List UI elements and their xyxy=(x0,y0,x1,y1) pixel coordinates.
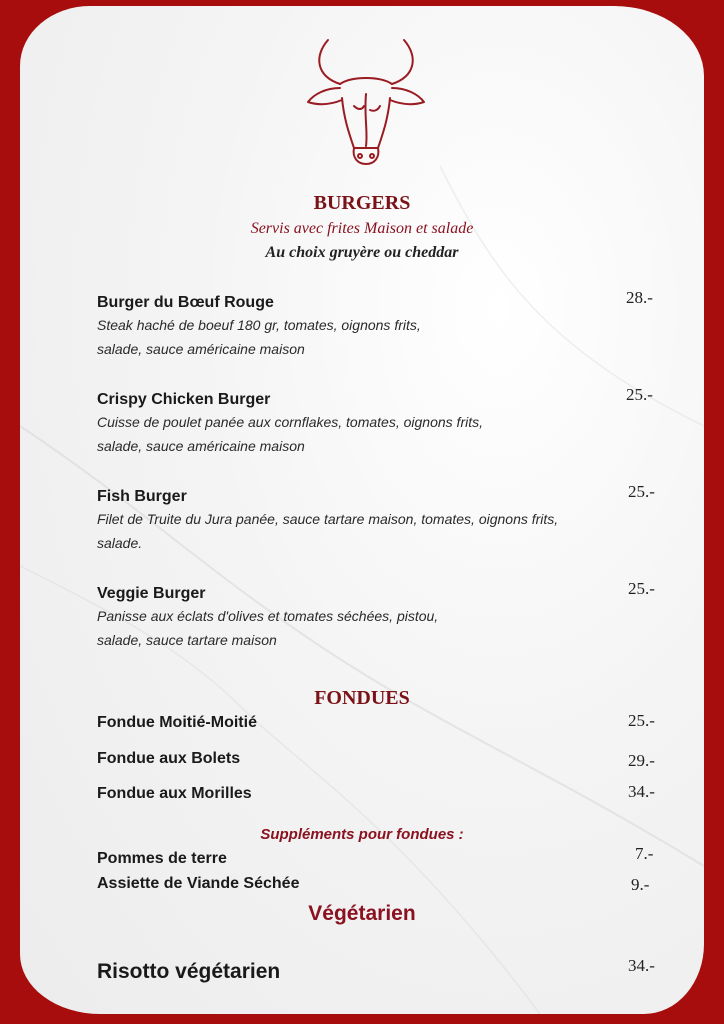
fondue-item-price: 29.- xyxy=(628,751,655,770)
supplement-price: 7.- xyxy=(635,844,654,863)
menu-card xyxy=(20,6,704,1014)
item-price: 25.- xyxy=(628,579,655,598)
item-price: 25.- xyxy=(626,385,653,404)
item-name: Burger du Bœuf Rouge xyxy=(97,294,274,311)
fondue-item-name: Fondue Moitié-Moitié xyxy=(97,714,257,731)
item-desc: Filet de Truite du Jura panée, sauce tartare maison, tomates, oignons frits, xyxy=(97,511,559,527)
item-desc: Cuisse de poulet panée aux cornflakes, tomates, oignons frits, xyxy=(97,414,483,430)
vegetarian-title: Végétarien xyxy=(308,902,416,925)
menu-item xyxy=(97,487,637,555)
bull-head-icon xyxy=(306,36,426,171)
item-price: 28.- xyxy=(626,288,653,307)
fondues-title: FONDUES xyxy=(314,687,410,709)
item-desc: Steak haché de boeuf 180 gr, tomates, oignons frits, xyxy=(97,317,421,333)
item-name: Fish Burger xyxy=(97,488,187,505)
item-price: 25.- xyxy=(628,482,655,501)
burgers-title: BURGERS xyxy=(313,192,411,214)
fondue-item-name: Fondue aux Bolets xyxy=(97,750,241,767)
fondue-item-name: Fondue aux Morilles xyxy=(97,785,252,802)
supplement-name: Pommes de terre xyxy=(97,850,227,867)
burgers-subtitle: Servis avec frites Maison et salade xyxy=(250,220,474,237)
item-desc: salade, sauce américaine maison xyxy=(97,341,305,357)
vegetarian-item-name: Risotto végétarien xyxy=(97,960,281,983)
supplement-price: 9.- xyxy=(631,875,650,894)
item-desc: salade. xyxy=(97,535,143,551)
supplement-name: Assiette de Viande Séchée xyxy=(97,875,300,892)
menu-item xyxy=(97,293,637,361)
item-desc: salade, sauce américaine maison xyxy=(97,438,305,454)
item-name: Veggie Burger xyxy=(97,585,206,602)
item-name: Crispy Chicken Burger xyxy=(97,391,271,408)
menu-item xyxy=(97,584,637,652)
item-desc: Panisse aux éclats d'olives et tomates séchées, pistou, xyxy=(97,608,439,624)
burgers-cheese-note: Au choix gruyère ou cheddar xyxy=(265,244,459,261)
menu-item xyxy=(97,390,637,458)
supplements-title: Suppléments pour fondues : xyxy=(260,826,464,843)
vegetarian-item-price: 34.- xyxy=(628,956,655,975)
fondue-item-price: 34.- xyxy=(628,782,655,801)
item-desc: salade, sauce tartare maison xyxy=(97,632,277,648)
fondue-item-price: 25.- xyxy=(628,711,655,730)
